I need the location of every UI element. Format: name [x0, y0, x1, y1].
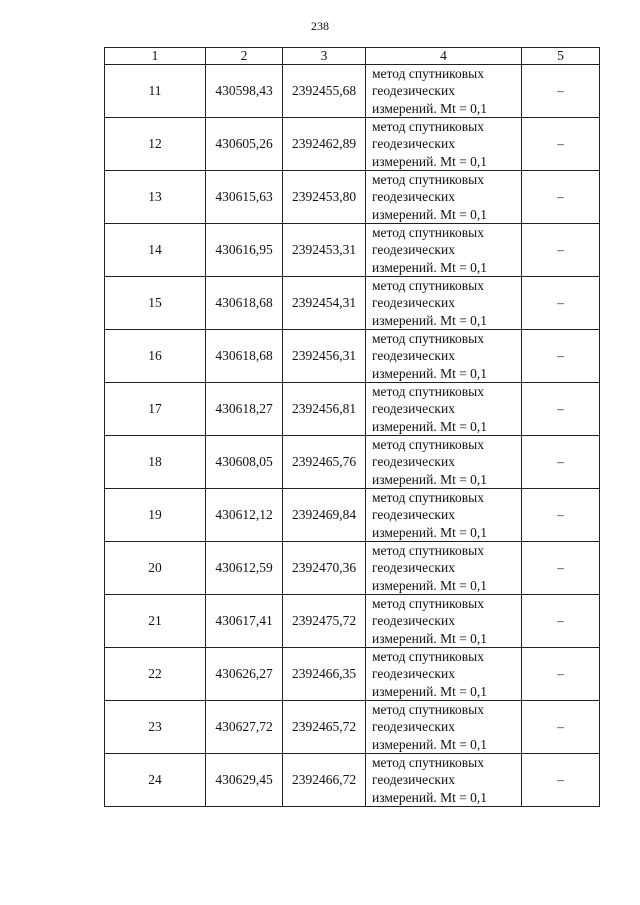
note-cell: – [522, 277, 600, 330]
table-row [105, 701, 600, 754]
x-coordinate-cell: 430598,43 [206, 65, 283, 118]
y-coordinate-cell: 2392465,72 [283, 701, 366, 754]
x-coordinate-cell: 430612,59 [206, 542, 283, 595]
y-coordinate-cell: 2392469,84 [283, 489, 366, 542]
y-coordinate-cell: 2392455,68 [283, 65, 366, 118]
note-cell: – [522, 118, 600, 171]
point-number-cell: 23 [105, 701, 206, 754]
method-cell: метод спутниковых геодезических измерений. Mt = 0,1 [366, 489, 522, 542]
header-cell-2: 2 [206, 48, 283, 65]
x-coordinate-cell: 430618,68 [206, 330, 283, 383]
table-row [105, 648, 600, 701]
method-cell: метод спутниковых геодезических измерений. Mt = 0,1 [366, 330, 522, 383]
x-coordinate-cell: 430627,72 [206, 701, 283, 754]
method-cell: метод спутниковых геодезических измерений. Mt = 0,1 [366, 648, 522, 701]
x-coordinate-cell: 430626,27 [206, 648, 283, 701]
header-cell-1: 1 [105, 48, 206, 65]
y-coordinate-cell: 2392454,31 [283, 277, 366, 330]
point-number-cell: 19 [105, 489, 206, 542]
y-coordinate-cell: 2392453,80 [283, 171, 366, 224]
point-number-cell: 24 [105, 754, 206, 807]
x-coordinate-cell: 430618,27 [206, 383, 283, 436]
point-number-cell: 20 [105, 542, 206, 595]
table-row [105, 65, 600, 118]
method-cell: метод спутниковых геодезических измерений. Mt = 0,1 [366, 224, 522, 277]
x-coordinate-cell: 430615,63 [206, 171, 283, 224]
table-header [105, 48, 600, 65]
note-cell: – [522, 224, 600, 277]
table-row [105, 595, 600, 648]
note-cell: – [522, 383, 600, 436]
table-row [105, 118, 600, 171]
x-coordinate-cell: 430612,12 [206, 489, 283, 542]
table-body [105, 65, 600, 807]
table-row [105, 754, 600, 807]
header-cell-3: 3 [283, 48, 366, 65]
method-cell: метод спутниковых геодезических измерений. Mt = 0,1 [366, 171, 522, 224]
y-coordinate-cell: 2392466,72 [283, 754, 366, 807]
header-row [105, 48, 600, 65]
point-number-cell: 18 [105, 436, 206, 489]
method-cell: метод спутниковых геодезических измерений. Mt = 0,1 [366, 118, 522, 171]
y-coordinate-cell: 2392470,36 [283, 542, 366, 595]
x-coordinate-cell: 430629,45 [206, 754, 283, 807]
point-number-cell: 12 [105, 118, 206, 171]
note-cell: – [522, 489, 600, 542]
note-cell: – [522, 436, 600, 489]
method-cell: метод спутниковых геодезических измерений. Mt = 0,1 [366, 277, 522, 330]
point-number-cell: 13 [105, 171, 206, 224]
y-coordinate-cell: 2392466,35 [283, 648, 366, 701]
point-number-cell: 14 [105, 224, 206, 277]
method-cell: метод спутниковых геодезических измерений. Mt = 0,1 [366, 436, 522, 489]
note-cell: – [522, 754, 600, 807]
point-number-cell: 11 [105, 65, 206, 118]
method-cell: метод спутниковых геодезических измерений. Mt = 0,1 [366, 701, 522, 754]
page-number: 238 [311, 19, 329, 33]
method-cell: метод спутниковых геодезических измерений. Mt = 0,1 [366, 65, 522, 118]
method-cell: метод спутниковых геодезических измерений. Mt = 0,1 [366, 754, 522, 807]
point-number-cell: 17 [105, 383, 206, 436]
table-row [105, 542, 600, 595]
table-row [105, 489, 600, 542]
table-row [105, 224, 600, 277]
point-number-cell: 16 [105, 330, 206, 383]
y-coordinate-cell: 2392475,72 [283, 595, 366, 648]
y-coordinate-cell: 2392462,89 [283, 118, 366, 171]
note-cell: – [522, 648, 600, 701]
y-coordinate-cell: 2392453,31 [283, 224, 366, 277]
coordinates-table [104, 47, 600, 807]
table-row [105, 171, 600, 224]
method-cell: метод спутниковых геодезических измерений. Mt = 0,1 [366, 542, 522, 595]
table-row [105, 436, 600, 489]
note-cell: – [522, 701, 600, 754]
point-number-cell: 22 [105, 648, 206, 701]
table-row [105, 330, 600, 383]
y-coordinate-cell: 2392456,31 [283, 330, 366, 383]
header-cell-4: 4 [366, 48, 522, 65]
x-coordinate-cell: 430608,05 [206, 436, 283, 489]
header-cell-5: 5 [522, 48, 600, 65]
point-number-cell: 15 [105, 277, 206, 330]
table-row [105, 277, 600, 330]
note-cell: – [522, 595, 600, 648]
note-cell: – [522, 65, 600, 118]
note-cell: – [522, 542, 600, 595]
method-cell: метод спутниковых геодезических измерений. Mt = 0,1 [366, 383, 522, 436]
x-coordinate-cell: 430616,95 [206, 224, 283, 277]
note-cell: – [522, 330, 600, 383]
x-coordinate-cell: 430618,68 [206, 277, 283, 330]
x-coordinate-cell: 430617,41 [206, 595, 283, 648]
point-number-cell: 21 [105, 595, 206, 648]
y-coordinate-cell: 2392465,76 [283, 436, 366, 489]
y-coordinate-cell: 2392456,81 [283, 383, 366, 436]
table-row [105, 383, 600, 436]
x-coordinate-cell: 430605,26 [206, 118, 283, 171]
method-cell: метод спутниковых геодезических измерений. Mt = 0,1 [366, 595, 522, 648]
note-cell: – [522, 171, 600, 224]
